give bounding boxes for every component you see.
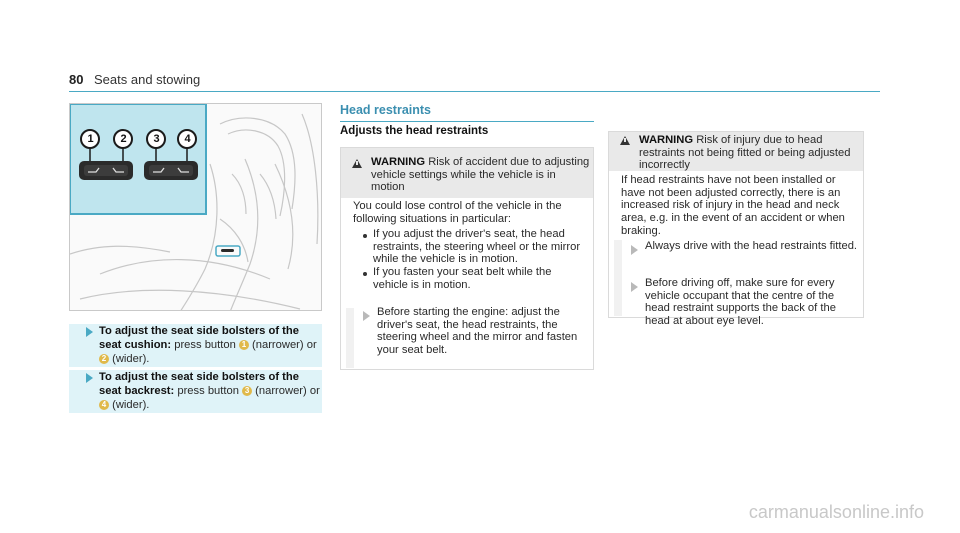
step-heading: To adjust the seat side bolsters of the seat cushion: <box>99 325 299 351</box>
step-item: Always drive with the head restraints fitted. <box>645 240 858 252</box>
seat-line-drawing <box>70 104 322 311</box>
step-text: (narrower) or <box>252 339 317 351</box>
warning-header <box>341 148 593 198</box>
step-text: press button <box>174 339 236 351</box>
step-arrow-icon <box>86 327 93 337</box>
step-strip <box>346 308 354 368</box>
warning-body: You could lose control of the vehicle in the following situations in particular: <box>353 200 562 225</box>
warning-label: WARNING <box>371 156 426 168</box>
section-divider <box>340 121 594 122</box>
warning-panel-accident <box>340 147 594 370</box>
seat-controls-illustration <box>69 103 322 311</box>
callout-ref: 3 <box>242 386 252 396</box>
callout-1: 1 <box>87 133 94 145</box>
callout-ref: 4 <box>99 400 109 410</box>
subsection-title: Adjusts the head restraints <box>340 125 489 137</box>
section-title: Head restraints <box>340 103 432 117</box>
step-text: (wider). <box>112 399 150 411</box>
step-text: (narrower) or <box>255 385 320 397</box>
step-arrow-icon <box>631 245 638 255</box>
callout-ref: 2 <box>99 354 109 364</box>
bullet-item: If you adjust the driver's seat, the head restraints, the steering wheel or the mirror while the vehicle is in motion. <box>373 228 581 266</box>
step-seat-cushion <box>69 324 322 367</box>
page-number: 80 <box>69 72 84 87</box>
warning-triangle-icon <box>620 136 630 145</box>
watermark: carmanualsonline.info <box>748 502 924 522</box>
step-item: Before driving off, make sure for every vehicle occupant that the centre of the head restraint supports the back of the head at about eye level. <box>645 277 836 328</box>
warning-panel-injury <box>608 131 864 328</box>
step-item: Before starting the engine: adjust the driver's seat, the head restraints, the steering wheel and the mirror and fasten your seat belt. <box>377 306 578 357</box>
warning-header <box>609 132 863 171</box>
warning-text: Risk of accident due to adjusting vehicle settings while the vehicle is in motion <box>371 156 590 194</box>
step-strip <box>614 240 622 316</box>
warning-body: If head restraints have not been installed or have not been adjusted correctly, there is an increased risk of injury in the head and neck area, e.g. in the event of an accident or when braking. <box>621 174 845 237</box>
step-text: (wider). <box>112 353 150 365</box>
step-heading: To adjust the seat side bolsters of the seat backrest: <box>99 371 299 397</box>
warning-triangle-icon <box>352 159 362 168</box>
step-arrow-icon <box>86 373 93 383</box>
step-text: press button <box>177 385 239 397</box>
warning-text: Risk of injury due to head restraints not being fitted or being adjusted incorrectly <box>639 134 851 172</box>
header-divider <box>69 91 880 92</box>
callout-3: 3 <box>153 133 160 145</box>
step-arrow-icon <box>363 311 370 321</box>
callout-ref: 1 <box>239 340 249 350</box>
callout-2: 2 <box>120 133 127 145</box>
step-arrow-icon <box>631 282 638 292</box>
step-seat-backrest <box>69 370 322 413</box>
bullet-icon <box>363 234 367 238</box>
bullet-icon <box>363 272 367 276</box>
callout-4: 4 <box>184 133 191 145</box>
page-section-title: Seats and stowing <box>94 72 201 87</box>
warning-label: WARNING <box>639 134 694 146</box>
bullet-item: If you fasten your seat belt while the vehicle is in motion. <box>373 266 552 291</box>
